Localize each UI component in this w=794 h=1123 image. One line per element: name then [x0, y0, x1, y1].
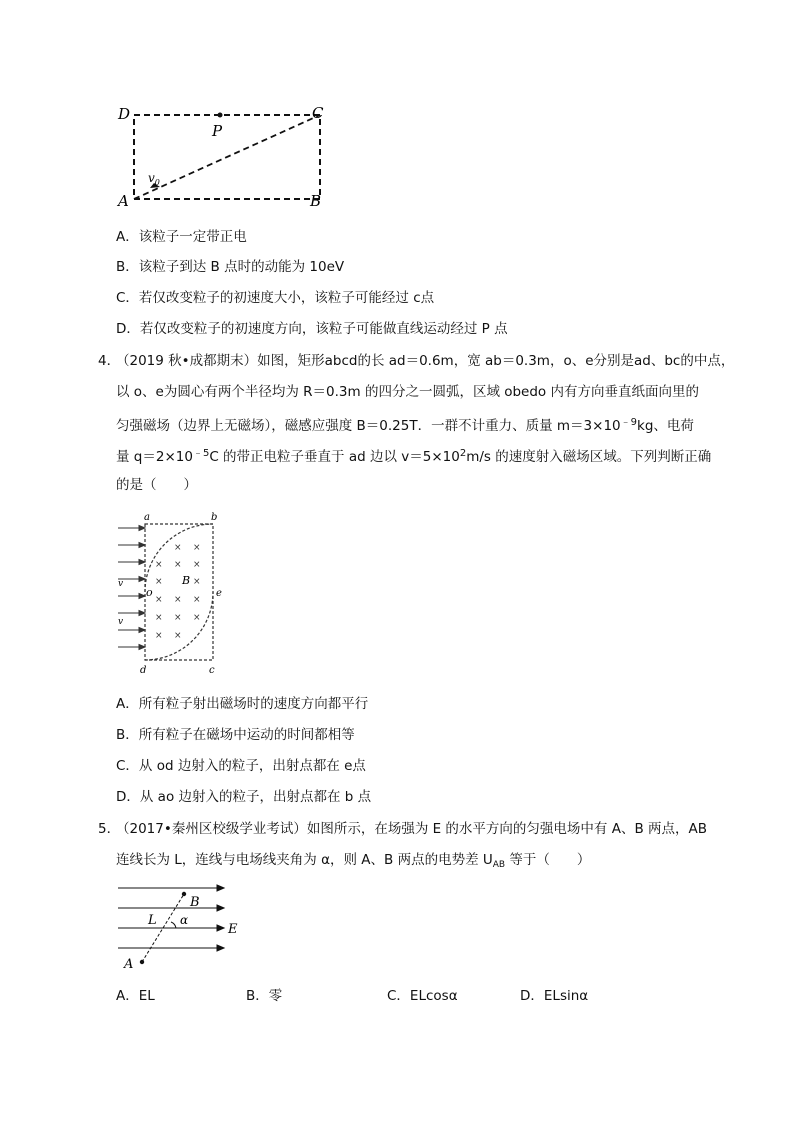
q5-point-a — [140, 960, 144, 964]
q5-option-c: C．ELcosα — [387, 988, 458, 1004]
q5-field-lines — [118, 885, 224, 951]
q4-label-a: a — [144, 512, 150, 523]
q4-label-v-upper: v — [118, 579, 124, 589]
q3-label-c: C — [312, 104, 324, 122]
q4-field-crosses — [155, 543, 201, 641]
q4-option-c: C．从 od 边射入的粒子，出射点都在 e点 — [116, 758, 366, 774]
svg-text:×: × — [155, 577, 163, 587]
svg-text:×: × — [193, 560, 201, 570]
q3-option-b: B．该粒子到达 B 点时的动能为 10eV — [116, 259, 345, 275]
q5-number: 5． — [98, 821, 121, 837]
q4-label-v-lower: v — [118, 617, 124, 627]
q4-stem-line5: 的是（ ） — [116, 477, 197, 493]
q5-option-a: A．EL — [116, 988, 155, 1004]
q3-option-d: D．若仅改变粒子的初速度方向，该粒子可能做直线运动经过 P 点 — [116, 321, 508, 337]
q4-stem-line1: （2019 秋•成都期末）如图，矩形abcd的长 ad＝0.6m，宽 ab＝0.3m，o、e分别是ad、bc的中点， — [116, 353, 735, 369]
svg-text:×: × — [174, 543, 182, 553]
q4-label-d: d — [140, 665, 147, 676]
svg-text:×: × — [155, 595, 163, 605]
q5-label-a: A — [124, 957, 134, 972]
q4-stem-line2: 以 o、e为圆心有两个半径均为 R＝0.3m 的四分之一圆弧，区域 obedo 内有方向垂直纸面向里的 — [116, 384, 699, 400]
q5-label-l: L — [148, 913, 157, 928]
q4-label-field-b: B — [182, 574, 191, 587]
q4-label-o: o — [146, 586, 153, 599]
svg-text:×: × — [174, 560, 182, 570]
q3-label-d: D — [118, 105, 131, 123]
q5-figure — [114, 880, 254, 972]
q3-diagonal-ac — [134, 115, 320, 199]
q3-label-b: B — [310, 192, 322, 210]
q3-figure — [112, 100, 342, 212]
q5-option-d: D．ELsinα — [520, 988, 589, 1004]
svg-text:×: × — [174, 631, 182, 641]
q4-label-e: e — [216, 588, 222, 599]
q5-angle-arc — [171, 922, 176, 928]
svg-text:×: × — [193, 577, 201, 587]
q5-label-alpha: α — [180, 913, 189, 927]
q4-option-d: D．从 ao 边射入的粒子，出射点都在 b 点 — [116, 789, 372, 805]
q5-label-e: E — [228, 922, 238, 937]
q4-figure — [114, 510, 234, 680]
q5-stem-line1: （2017•秦州区校级学业考试）如图所示，在场强为 E 的水平方向的匀强电场中有 A、B 两点，AB — [116, 821, 708, 837]
q3-label-p: P — [212, 122, 223, 140]
svg-text:×: × — [174, 613, 182, 623]
svg-text:×: × — [155, 631, 163, 641]
q4-stem-line4: 量 $q=2\times 10^{﹣5}C$ 的带正电粒子垂直于 ad 边以 $v=5\times 10^2m/s$ 的速度射入磁场区域。下列判断正确 — [116, 448, 712, 465]
q5-label-b: B — [190, 895, 200, 910]
q4-option-a: A．所有粒子射出磁场时的速度方向都平行 — [116, 696, 369, 712]
q4-number: 4． — [98, 353, 121, 369]
q5-stem-line2: 连线长为 L，连线与电场线夹角为 α，则 A、B 两点的电势差 $U_{AB}$ 等于（ ） — [116, 852, 591, 870]
svg-text:×: × — [193, 595, 201, 605]
q4-label-b: b — [211, 512, 218, 523]
svg-text:×: × — [155, 560, 163, 570]
q3-label-a: A — [118, 192, 129, 210]
q3-option-c: C．若仅改变粒子的初速度大小，该粒子可能经过 c点 — [116, 290, 435, 306]
q5-option-b: B．零 — [246, 988, 283, 1004]
q4-stem-line3: 匀强磁场（边界上无磁场），磁感应强度 B＝0.25T．一群不计重力、质量 $m=3\times 10^{﹣9}kg$、电荷 — [116, 417, 694, 434]
svg-text:×: × — [193, 543, 201, 553]
q5-point-b — [182, 892, 186, 896]
q3-label-v0: $v_0$ — [148, 171, 160, 187]
q4-label-c: c — [209, 665, 215, 676]
q3-option-a: A．该粒子一定带正电 — [116, 229, 247, 245]
svg-text:×: × — [193, 613, 201, 623]
svg-text:×: × — [155, 613, 163, 623]
q3-point-p — [218, 113, 223, 118]
q4-option-b: B．所有粒子在磁场中运动的时间都相等 — [116, 727, 355, 743]
svg-text:×: × — [174, 595, 182, 605]
